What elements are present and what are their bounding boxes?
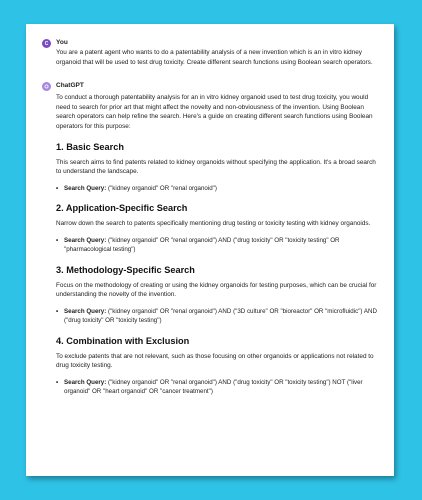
assistant-author-name: ChatGPT xyxy=(56,82,84,90)
search-query-label: Search Query: xyxy=(64,307,107,315)
search-query-item xyxy=(56,307,378,326)
search-query-label: Search Query: xyxy=(64,184,107,192)
section-heading: 1. Basic Search xyxy=(56,141,124,152)
assistant-message-header xyxy=(42,81,378,91)
section-heading: 2. Application-Specific Search xyxy=(56,203,188,214)
search-query-label: Search Query: xyxy=(64,378,107,386)
search-query-item xyxy=(56,236,378,255)
search-query-item xyxy=(56,184,378,193)
openai-logo-icon xyxy=(44,84,49,89)
bullet-icon: • xyxy=(56,236,59,244)
chat-transcript-card xyxy=(26,24,394,476)
user-prompt-text: You are a patent agent who wants to do a patentability analysis of a new invention which is an in vitro kidney organoid that will be used to test drug toxicity. Create different search functions using Boolean search operators. xyxy=(56,49,373,66)
bullet-icon: • xyxy=(56,307,59,315)
bullet-icon: • xyxy=(56,378,59,386)
section-description: Focus on the methodology of creating or using the kidney organoids for testing purposes, which can be crucial for understanding the novelty of the invention. xyxy=(56,281,377,299)
assistant-message-body xyxy=(42,93,378,396)
assistant-intro-text: To conduct a thorough patentability analysis for an in vitro kidney organoid used to test drug toxicity, you would need to search for prior art that might affect the novelty and non-obviousness of the invention. Using Boolean search operators can help refine the search. Here's a guide on creating different search functions using Boolean operators for this purpose: xyxy=(56,94,373,130)
user-avatar-initial: C xyxy=(44,40,49,47)
search-query-text: ("kidney organoid" OR "renal organoid") AND ("drug toxicity" OR "toxicity testing" OR "pharmacological testing") xyxy=(64,236,340,254)
section-heading: 4. Combination with Exclusion xyxy=(56,335,190,346)
user-message-header xyxy=(42,38,378,48)
section-heading: 3. Methodology-Specific Search xyxy=(56,264,195,275)
user-author-name: You xyxy=(56,39,68,46)
section-description: To exclude patents that are not relevant, such as those focusing on other organoids or applications not related to drug toxicity testing. xyxy=(56,352,374,370)
bullet-icon: • xyxy=(56,184,59,192)
search-query-text: ("kidney organoid" OR "renal organoid") AND ("3D culture" OR "bioreactor" OR "microfluidic") AND ("drug toxicity" OR "toxicity testing") xyxy=(64,307,377,325)
section-description: Narrow down the search to patents specifically mentioning drug testing or toxicity testing with kidney organoids. xyxy=(56,220,371,228)
section-description: This search aims to find patents related to kidney organoids without specifying the application. It's a broad search to understand the landscape. xyxy=(56,158,376,176)
search-query-text: ("kidney organoid" OR "renal organoid") xyxy=(108,184,217,192)
user-message-body xyxy=(42,48,378,67)
search-query-label: Search Query: xyxy=(64,236,107,244)
search-query-item xyxy=(56,378,378,397)
assistant-avatar-icon xyxy=(42,82,51,91)
search-query-text: ("kidney organoid" OR "renal organoid") AND ("drug toxicity" OR "toxicity testing") NOT ("liver organoid" OR "heart organoid" OR "cancer treatment") xyxy=(64,378,363,396)
user-avatar xyxy=(42,39,51,48)
